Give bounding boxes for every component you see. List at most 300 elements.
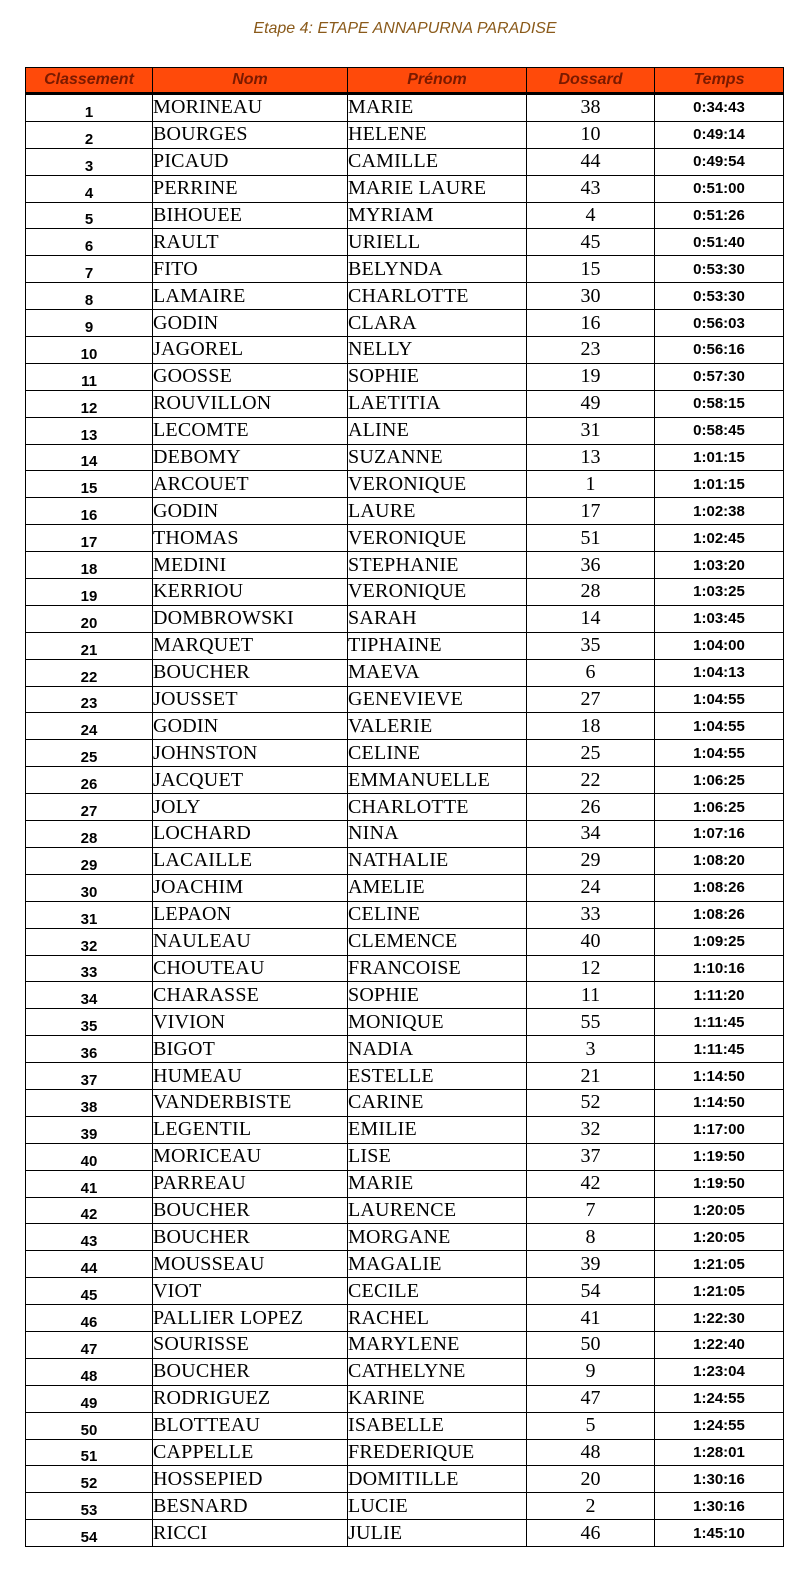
table-row xyxy=(26,928,784,955)
rank-cell: 41 xyxy=(26,1170,153,1197)
prenom-cell: KARINE xyxy=(348,1385,527,1412)
rank-cell: 16 xyxy=(26,498,153,525)
dossard-cell: 15 xyxy=(527,256,655,283)
nom-cell: LECOMTE xyxy=(153,417,348,444)
temps-cell: 0:57:30 xyxy=(655,363,784,390)
table-header xyxy=(26,68,784,94)
nom-cell: NAULEAU xyxy=(153,928,348,955)
table-row xyxy=(26,202,784,229)
dossard-cell: 10 xyxy=(527,121,655,148)
rank-cell: 10 xyxy=(26,337,153,364)
dossard-cell: 4 xyxy=(527,202,655,229)
rank-cell: 24 xyxy=(26,713,153,740)
prenom-cell: BELYNDA xyxy=(348,256,527,283)
nom-cell: MARQUET xyxy=(153,632,348,659)
prenom-cell: SOPHIE xyxy=(348,363,527,390)
rank-cell: 45 xyxy=(26,1278,153,1305)
dossard-cell: 19 xyxy=(527,363,655,390)
rank-cell: 50 xyxy=(26,1412,153,1439)
rank-cell: 33 xyxy=(26,955,153,982)
table-row xyxy=(26,1520,784,1547)
nom-cell: MEDINI xyxy=(153,552,348,579)
prenom-cell: TIPHAINE xyxy=(348,632,527,659)
prenom-cell: CAMILLE xyxy=(348,148,527,175)
dossard-cell: 6 xyxy=(527,659,655,686)
rank-cell: 13 xyxy=(26,417,153,444)
prenom-cell: MARIE xyxy=(348,94,527,122)
temps-cell: 1:30:16 xyxy=(655,1466,784,1493)
table-row xyxy=(26,767,784,794)
prenom-cell: RACHEL xyxy=(348,1305,527,1332)
nom-cell: BOUCHER xyxy=(153,1197,348,1224)
nom-cell: RODRIGUEZ xyxy=(153,1385,348,1412)
prenom-cell: LAETITIA xyxy=(348,390,527,417)
temps-cell: 1:10:16 xyxy=(655,955,784,982)
rank-cell: 32 xyxy=(26,928,153,955)
dossard-cell: 44 xyxy=(527,148,655,175)
nom-cell: BOUCHER xyxy=(153,659,348,686)
table-row xyxy=(26,444,784,471)
table-row xyxy=(26,1116,784,1143)
nom-cell: BOURGES xyxy=(153,121,348,148)
nom-cell: FITO xyxy=(153,256,348,283)
temps-cell: 0:34:43 xyxy=(655,94,784,122)
temps-cell: 0:58:45 xyxy=(655,417,784,444)
table-row xyxy=(26,310,784,337)
temps-cell: 1:03:25 xyxy=(655,579,784,606)
nom-cell: KERRIOU xyxy=(153,579,348,606)
page-title: Etape 4: ETAPE ANNAPURNA PARADISE xyxy=(253,20,557,37)
dossard-cell: 3 xyxy=(527,1036,655,1063)
dossard-cell: 32 xyxy=(527,1116,655,1143)
rank-cell: 28 xyxy=(26,821,153,848)
dossard-cell: 31 xyxy=(527,417,655,444)
prenom-cell: LAURE xyxy=(348,498,527,525)
dossard-cell: 54 xyxy=(527,1278,655,1305)
dossard-cell: 37 xyxy=(527,1143,655,1170)
prenom-cell: EMMANUELLE xyxy=(348,767,527,794)
nom-cell: VIVION xyxy=(153,1009,348,1036)
prenom-cell: URIELL xyxy=(348,229,527,256)
nom-cell: BIHOUEE xyxy=(153,202,348,229)
dossard-cell: 17 xyxy=(527,498,655,525)
dossard-cell: 46 xyxy=(527,1520,655,1547)
dossard-cell: 50 xyxy=(527,1331,655,1358)
table-row xyxy=(26,659,784,686)
table-row xyxy=(26,686,784,713)
prenom-cell: CARINE xyxy=(348,1089,527,1116)
prenom-cell: VERONIQUE xyxy=(348,579,527,606)
temps-cell: 1:06:25 xyxy=(655,767,784,794)
table-row xyxy=(26,1493,784,1520)
rank-cell: 15 xyxy=(26,471,153,498)
nom-cell: HOSSEPIED xyxy=(153,1466,348,1493)
prenom-cell: CATHELYNE xyxy=(348,1358,527,1385)
nom-cell: MOUSSEAU xyxy=(153,1251,348,1278)
rank-cell: 6 xyxy=(26,229,153,256)
temps-cell: 1:02:38 xyxy=(655,498,784,525)
table-row xyxy=(26,955,784,982)
nom-cell: THOMAS xyxy=(153,525,348,552)
prenom-cell: HELENE xyxy=(348,121,527,148)
temps-cell: 1:20:05 xyxy=(655,1224,784,1251)
rank-cell: 5 xyxy=(26,202,153,229)
dossard-cell: 23 xyxy=(527,337,655,364)
prenom-cell: CLEMENCE xyxy=(348,928,527,955)
rank-cell: 35 xyxy=(26,1009,153,1036)
table-row xyxy=(26,94,784,122)
prenom-cell: SOPHIE xyxy=(348,982,527,1009)
table-row xyxy=(26,901,784,928)
dossard-cell: 43 xyxy=(527,175,655,202)
rank-cell: 26 xyxy=(26,767,153,794)
prenom-cell: MARIE LAURE xyxy=(348,175,527,202)
temps-cell: 1:28:01 xyxy=(655,1439,784,1466)
temps-cell: 1:04:55 xyxy=(655,740,784,767)
table-row xyxy=(26,874,784,901)
rank-cell: 36 xyxy=(26,1036,153,1063)
nom-cell: PICAUD xyxy=(153,148,348,175)
temps-cell: 1:04:55 xyxy=(655,686,784,713)
dossard-cell: 14 xyxy=(527,605,655,632)
nom-cell: PALLIER LOPEZ xyxy=(153,1305,348,1332)
rank-cell: 17 xyxy=(26,525,153,552)
dossard-cell: 16 xyxy=(527,310,655,337)
rank-cell: 39 xyxy=(26,1116,153,1143)
dossard-cell: 40 xyxy=(527,928,655,955)
dossard-cell: 55 xyxy=(527,1009,655,1036)
rank-cell: 18 xyxy=(26,552,153,579)
temps-cell: 0:56:03 xyxy=(655,310,784,337)
nom-cell: ARCOUET xyxy=(153,471,348,498)
table-row xyxy=(26,417,784,444)
prenom-cell: ALINE xyxy=(348,417,527,444)
dossard-cell: 51 xyxy=(527,525,655,552)
nom-cell: JOACHIM xyxy=(153,874,348,901)
column-header-dossard: Dossard xyxy=(527,68,655,94)
dossard-cell: 18 xyxy=(527,713,655,740)
temps-cell: 0:49:54 xyxy=(655,148,784,175)
nom-cell: PERRINE xyxy=(153,175,348,202)
prenom-cell: NATHALIE xyxy=(348,847,527,874)
dossard-cell: 2 xyxy=(527,1493,655,1520)
dossard-cell: 20 xyxy=(527,1466,655,1493)
prenom-cell: VERONIQUE xyxy=(348,525,527,552)
table-row xyxy=(26,1278,784,1305)
table-row xyxy=(26,1063,784,1090)
rank-cell: 12 xyxy=(26,390,153,417)
prenom-cell: JULIE xyxy=(348,1520,527,1547)
temps-cell: 1:19:50 xyxy=(655,1170,784,1197)
dossard-cell: 1 xyxy=(527,471,655,498)
table-row xyxy=(26,1466,784,1493)
table-row xyxy=(26,471,784,498)
table-row xyxy=(26,1224,784,1251)
table-row xyxy=(26,821,784,848)
temps-cell: 1:23:04 xyxy=(655,1358,784,1385)
nom-cell: DEBOMY xyxy=(153,444,348,471)
nom-cell: MORINEAU xyxy=(153,94,348,122)
table-row xyxy=(26,337,784,364)
temps-cell: 1:22:30 xyxy=(655,1305,784,1332)
nom-cell: HUMEAU xyxy=(153,1063,348,1090)
dossard-cell: 21 xyxy=(527,1063,655,1090)
rank-cell: 9 xyxy=(26,310,153,337)
nom-cell: BOUCHER xyxy=(153,1358,348,1385)
rank-cell: 8 xyxy=(26,283,153,310)
table-row xyxy=(26,1089,784,1116)
temps-cell: 1:01:15 xyxy=(655,471,784,498)
rank-cell: 20 xyxy=(26,605,153,632)
dossard-cell: 41 xyxy=(527,1305,655,1332)
table-row xyxy=(26,525,784,552)
nom-cell: JOLY xyxy=(153,794,348,821)
dossard-cell: 28 xyxy=(527,579,655,606)
dossard-cell: 52 xyxy=(527,1089,655,1116)
prenom-cell: MARYLENE xyxy=(348,1331,527,1358)
nom-cell: MORICEAU xyxy=(153,1143,348,1170)
prenom-cell: MORGANE xyxy=(348,1224,527,1251)
table-row xyxy=(26,121,784,148)
prenom-cell: CLARA xyxy=(348,310,527,337)
temps-cell: 1:08:26 xyxy=(655,874,784,901)
rank-cell: 42 xyxy=(26,1197,153,1224)
table-row xyxy=(26,175,784,202)
temps-cell: 1:03:45 xyxy=(655,605,784,632)
temps-cell: 0:56:16 xyxy=(655,337,784,364)
rank-cell: 44 xyxy=(26,1251,153,1278)
prenom-cell: STEPHANIE xyxy=(348,552,527,579)
rank-cell: 43 xyxy=(26,1224,153,1251)
rank-cell: 54 xyxy=(26,1520,153,1547)
dossard-cell: 39 xyxy=(527,1251,655,1278)
prenom-cell: NADIA xyxy=(348,1036,527,1063)
table-row xyxy=(26,229,784,256)
nom-cell: GODIN xyxy=(153,498,348,525)
temps-cell: 1:30:16 xyxy=(655,1493,784,1520)
rank-cell: 2 xyxy=(26,121,153,148)
table-row xyxy=(26,1009,784,1036)
temps-cell: 1:14:50 xyxy=(655,1089,784,1116)
prenom-cell: GENEVIEVE xyxy=(348,686,527,713)
dossard-cell: 48 xyxy=(527,1439,655,1466)
dossard-cell: 5 xyxy=(527,1412,655,1439)
table-row xyxy=(26,498,784,525)
rank-cell: 52 xyxy=(26,1466,153,1493)
column-header-temps: Temps xyxy=(655,68,784,94)
table-row xyxy=(26,1439,784,1466)
table-row xyxy=(26,847,784,874)
prenom-cell: LAURENCE xyxy=(348,1197,527,1224)
rank-cell: 14 xyxy=(26,444,153,471)
nom-cell: JACQUET xyxy=(153,767,348,794)
dossard-cell: 34 xyxy=(527,821,655,848)
temps-cell: 0:49:14 xyxy=(655,121,784,148)
table-row xyxy=(26,713,784,740)
column-header-classement: Classement xyxy=(26,68,153,94)
rank-cell: 30 xyxy=(26,874,153,901)
prenom-cell: MAEVA xyxy=(348,659,527,686)
rank-cell: 46 xyxy=(26,1305,153,1332)
temps-cell: 0:53:30 xyxy=(655,283,784,310)
prenom-cell: CHARLOTTE xyxy=(348,794,527,821)
prenom-cell: CHARLOTTE xyxy=(348,283,527,310)
prenom-cell: SUZANNE xyxy=(348,444,527,471)
prenom-cell: DOMITILLE xyxy=(348,1466,527,1493)
table-row xyxy=(26,794,784,821)
table-row xyxy=(26,256,784,283)
dossard-cell: 47 xyxy=(527,1385,655,1412)
table-row xyxy=(26,390,784,417)
rank-cell: 49 xyxy=(26,1385,153,1412)
dossard-cell: 49 xyxy=(527,390,655,417)
prenom-cell: MYRIAM xyxy=(348,202,527,229)
table-row xyxy=(26,1143,784,1170)
temps-cell: 0:53:30 xyxy=(655,256,784,283)
dossard-cell: 12 xyxy=(527,955,655,982)
nom-cell: SOURISSE xyxy=(153,1331,348,1358)
nom-cell: BLOTTEAU xyxy=(153,1412,348,1439)
nom-cell: DOMBROWSKI xyxy=(153,605,348,632)
table-row xyxy=(26,283,784,310)
prenom-cell: EMILIE xyxy=(348,1116,527,1143)
nom-cell: BOUCHER xyxy=(153,1224,348,1251)
dossard-cell: 33 xyxy=(527,901,655,928)
dossard-cell: 24 xyxy=(527,874,655,901)
table-row xyxy=(26,579,784,606)
rank-cell: 22 xyxy=(26,659,153,686)
results-table xyxy=(25,67,784,1547)
nom-cell: LACAILLE xyxy=(153,847,348,874)
table-row xyxy=(26,1331,784,1358)
nom-cell: ROUVILLON xyxy=(153,390,348,417)
rank-cell: 38 xyxy=(26,1089,153,1116)
prenom-cell: FREDERIQUE xyxy=(348,1439,527,1466)
prenom-cell: SARAH xyxy=(348,605,527,632)
dossard-cell: 9 xyxy=(527,1358,655,1385)
nom-cell: VANDERBISTE xyxy=(153,1089,348,1116)
temps-cell: 1:17:00 xyxy=(655,1116,784,1143)
dossard-cell: 36 xyxy=(527,552,655,579)
nom-cell: GODIN xyxy=(153,713,348,740)
table-row xyxy=(26,1197,784,1224)
nom-cell: CHARASSE xyxy=(153,982,348,1009)
temps-cell: 1:06:25 xyxy=(655,794,784,821)
rank-cell: 3 xyxy=(26,148,153,175)
rank-cell: 40 xyxy=(26,1143,153,1170)
table-row xyxy=(26,605,784,632)
table-row xyxy=(26,1385,784,1412)
temps-cell: 1:19:50 xyxy=(655,1143,784,1170)
temps-cell: 1:08:26 xyxy=(655,901,784,928)
temps-cell: 1:04:00 xyxy=(655,632,784,659)
temps-cell: 1:21:05 xyxy=(655,1278,784,1305)
rank-cell: 34 xyxy=(26,982,153,1009)
nom-cell: JAGOREL xyxy=(153,337,348,364)
temps-cell: 0:51:00 xyxy=(655,175,784,202)
prenom-cell: CELINE xyxy=(348,740,527,767)
dossard-cell: 7 xyxy=(527,1197,655,1224)
temps-cell: 1:21:05 xyxy=(655,1251,784,1278)
temps-cell: 1:11:20 xyxy=(655,982,784,1009)
rank-cell: 25 xyxy=(26,740,153,767)
nom-cell: LOCHARD xyxy=(153,821,348,848)
table-row xyxy=(26,1251,784,1278)
dossard-cell: 27 xyxy=(527,686,655,713)
temps-cell: 1:07:16 xyxy=(655,821,784,848)
dossard-cell: 42 xyxy=(527,1170,655,1197)
temps-cell: 1:22:40 xyxy=(655,1331,784,1358)
table-row xyxy=(26,148,784,175)
temps-cell: 1:02:45 xyxy=(655,525,784,552)
column-header-nom: Nom xyxy=(153,68,348,94)
nom-cell: LAMAIRE xyxy=(153,283,348,310)
dossard-cell: 26 xyxy=(527,794,655,821)
prenom-cell: NINA xyxy=(348,821,527,848)
nom-cell: BIGOT xyxy=(153,1036,348,1063)
rank-cell: 1 xyxy=(26,94,153,122)
table-row xyxy=(26,632,784,659)
header-row xyxy=(26,68,784,94)
temps-cell: 1:24:55 xyxy=(655,1412,784,1439)
prenom-cell: NELLY xyxy=(348,337,527,364)
table-row xyxy=(26,1412,784,1439)
rank-cell: 4 xyxy=(26,175,153,202)
nom-cell: LEGENTIL xyxy=(153,1116,348,1143)
nom-cell: JOHNSTON xyxy=(153,740,348,767)
prenom-cell: MAGALIE xyxy=(348,1251,527,1278)
temps-cell: 1:20:05 xyxy=(655,1197,784,1224)
rank-cell: 23 xyxy=(26,686,153,713)
temps-cell: 1:03:20 xyxy=(655,552,784,579)
nom-cell: RICCI xyxy=(153,1520,348,1547)
temps-cell: 0:51:40 xyxy=(655,229,784,256)
dossard-cell: 35 xyxy=(527,632,655,659)
prenom-cell: MONIQUE xyxy=(348,1009,527,1036)
prenom-cell: CECILE xyxy=(348,1278,527,1305)
prenom-cell: MARIE xyxy=(348,1170,527,1197)
table-row xyxy=(26,1036,784,1063)
rank-cell: 48 xyxy=(26,1358,153,1385)
table-row xyxy=(26,740,784,767)
dossard-cell: 29 xyxy=(527,847,655,874)
rank-cell: 27 xyxy=(26,794,153,821)
prenom-cell: CELINE xyxy=(348,901,527,928)
prenom-cell: ISABELLE xyxy=(348,1412,527,1439)
column-header-prenom: Prénom xyxy=(348,68,527,94)
nom-cell: PARREAU xyxy=(153,1170,348,1197)
nom-cell: LEPAON xyxy=(153,901,348,928)
nom-cell: GODIN xyxy=(153,310,348,337)
dossard-cell: 25 xyxy=(527,740,655,767)
nom-cell: RAULT xyxy=(153,229,348,256)
prenom-cell: VALERIE xyxy=(348,713,527,740)
table-row xyxy=(26,982,784,1009)
temps-cell: 0:51:26 xyxy=(655,202,784,229)
dossard-cell: 45 xyxy=(527,229,655,256)
table-row xyxy=(26,1170,784,1197)
temps-cell: 1:01:15 xyxy=(655,444,784,471)
rank-cell: 47 xyxy=(26,1331,153,1358)
temps-cell: 1:24:55 xyxy=(655,1385,784,1412)
table-row xyxy=(26,552,784,579)
table-row xyxy=(26,1358,784,1385)
temps-cell: 1:09:25 xyxy=(655,928,784,955)
nom-cell: BESNARD xyxy=(153,1493,348,1520)
rank-cell: 29 xyxy=(26,847,153,874)
rank-cell: 19 xyxy=(26,579,153,606)
rank-cell: 7 xyxy=(26,256,153,283)
